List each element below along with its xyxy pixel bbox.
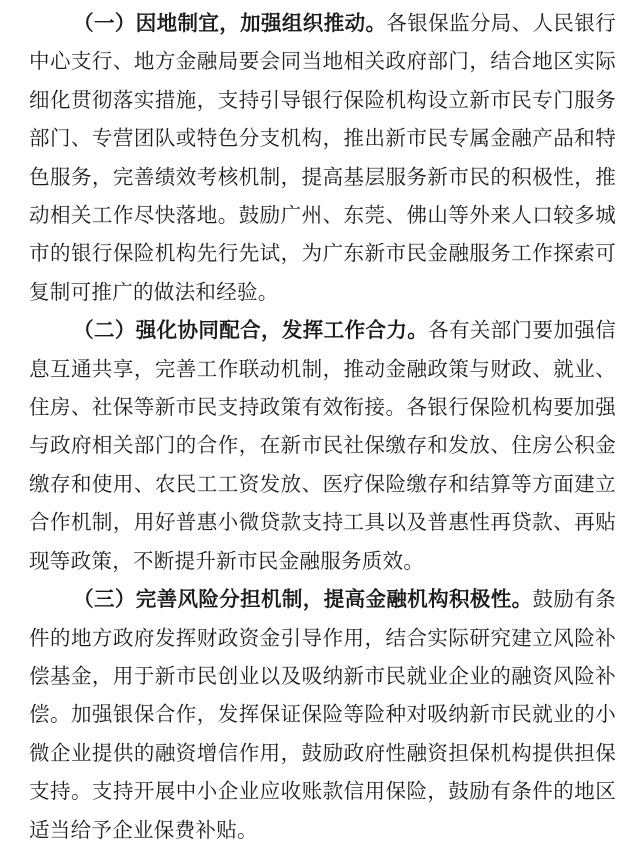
section-2-body: 各有关部门要加强信息互通共享，完善工作联动机制，推动金融政策与财政、就业、住房、社保等新市民支持政策有效衔接。各银行保险机构要加强与政府相关部门的合作，在新市民社保缴存和发放、住房公积金缴存和使用、农民工工资发放、医疗保险缴存和结算等方面建立合作机制，用好普惠小微贷款支持工具以及普惠性再贷款、再贴现等政策，不断提升新市民金融服务质效。 — [29, 318, 616, 573]
section-3-heading: （三）完善风险分担机制，提高金融机构积极性。 — [73, 587, 533, 612]
section-1-body: 各银保监分局、人民银行中心支行、地方金融局要会同当地相关政府部门，结合地区实际细化贯彻落实措施，支持引导银行保险机构设立新市民专门服务部门、专营团队或特色分支机构，推出新市民专属金融产品和特色服务，完善绩效考核机制，提高基层服务新市民的积极性，推动相关工作尽快落地。鼓励广州、东莞、佛山等外来人口较多城市的银行保险机构先行先试，为广东新市民金融服务工作探索可复制可推广的做法和经验。 — [29, 11, 617, 304]
section-1-paragraph — [29, 4, 616, 311]
section-2-heading: （二）强化协同配合，发挥工作合力。 — [73, 318, 429, 343]
section-3-body: 鼓励有条件的地方政府发挥财政资金引导作用，结合实际研究建立风险补偿基金，用于新市民创业以及吸纳新市民就业企业的融资风险补偿。加强银保合作，发挥保证保险等险种对吸纳新市民就业的小微企业提供的融资增信作用，鼓励政府性融资担保机构提供担保支持。支持开展中小企业应收账款信用保险，鼓励有条件的地区适当给予企业保费补贴。 — [29, 587, 616, 842]
section-2-paragraph — [29, 311, 616, 580]
section-3-paragraph — [29, 580, 616, 849]
section-1-heading: （一）因地制宜，加强组织推动。 — [73, 11, 387, 35]
